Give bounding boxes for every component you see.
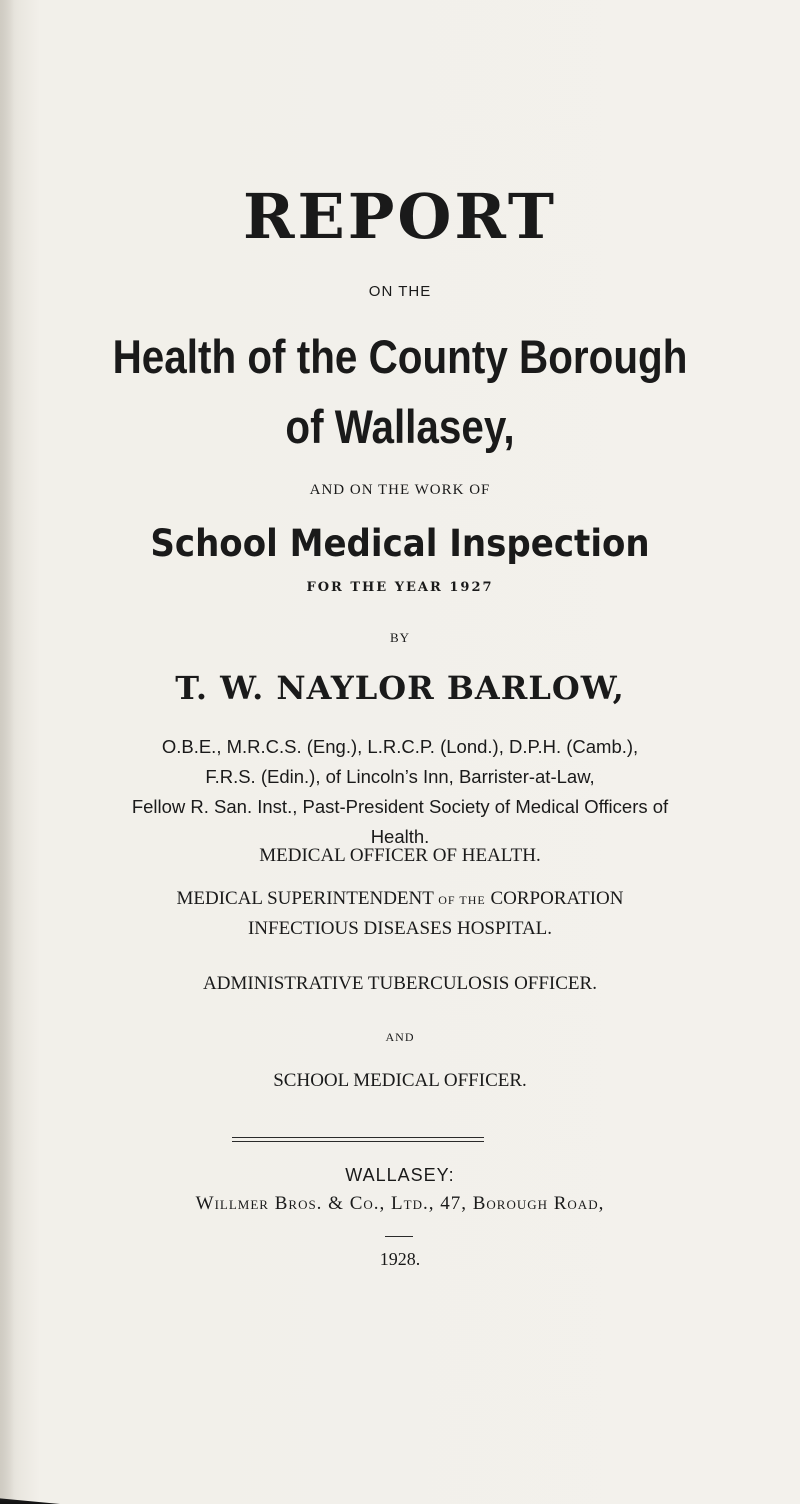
by-label: BY <box>389 630 411 645</box>
short-rule-divider <box>385 1236 413 1237</box>
double-rule-divider <box>232 1137 484 1142</box>
publication-year: 1928. <box>379 1249 421 1269</box>
report-heading: REPORT <box>243 180 557 253</box>
subject-line-1: Health of the County Borough <box>112 330 688 383</box>
qualification-line: Fellow R. San. Inst., Past-President Society of Medical Officers of <box>131 796 669 817</box>
subject-line-2: of Wallasey, <box>285 400 515 453</box>
office-superintendent <box>0 885 800 914</box>
office-superintendent-part2: CORPORATION <box>490 888 624 909</box>
publisher-city: WALLASEY: <box>345 1165 455 1185</box>
office-hospital: INFECTIOUS DISEASES HOSPITAL. <box>247 918 553 939</box>
program-heading: School Medical Inspection <box>150 522 650 565</box>
author-qualifications <box>0 732 800 852</box>
author-name: T. W. NAYLOR BARLOW, <box>175 669 625 707</box>
on-the-label: ON THE <box>368 283 432 300</box>
office-moh: MEDICAL OFFICER OF HEALTH. <box>259 845 541 866</box>
and-on-the-work-of-label: AND ON THE WORK OF <box>309 482 491 498</box>
and-label: AND <box>385 1030 415 1044</box>
qualification-line: F.R.S. (Edin.), of Lincoln’s Inn, Barrister-at-Law, <box>205 766 595 787</box>
publisher-printer: Willmer Bros. & Co., Ltd., 47, Borough Road, <box>195 1193 605 1214</box>
qualification-line: Health. <box>370 826 430 847</box>
office-school: SCHOOL MEDICAL OFFICER. <box>273 1070 527 1091</box>
qualification-line: O.B.E., M.R.C.S. (Eng.), L.R.C.P. (Lond.), D.P.H. (Camb.), <box>161 736 639 757</box>
office-superintendent-of-the: OF THE <box>438 893 486 907</box>
for-the-year-label: FOR THE YEAR 1927 <box>306 580 494 595</box>
office-tuberculosis: ADMINISTRATIVE TUBERCULOSIS OFFICER. <box>203 973 597 994</box>
office-superintendent-part1: MEDICAL SUPERINTENDENT <box>176 888 434 909</box>
